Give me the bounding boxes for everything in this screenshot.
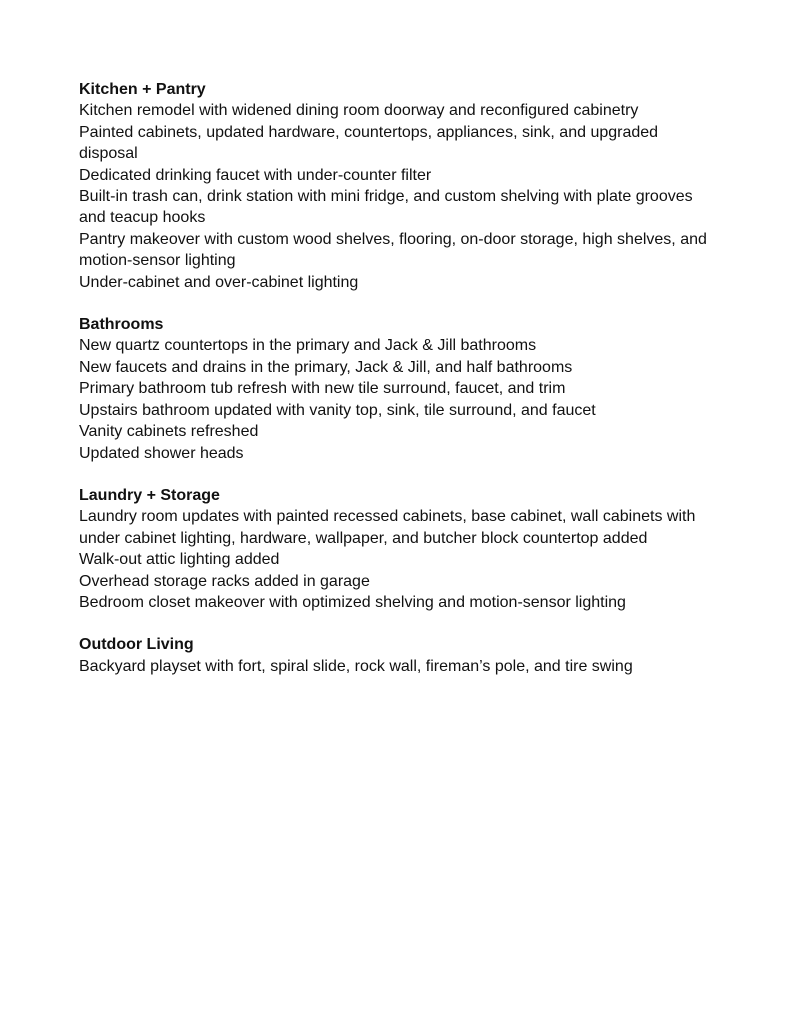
section-bathrooms — [79, 314, 719, 464]
list-item: Walk-out attic lighting added — [79, 551, 280, 569]
list-item: Upstairs bathroom updated with vanity top, sink, tile surround, and faucet — [79, 401, 596, 419]
list-item: Painted cabinets, updated hardware, countertops, appliances, sink, and upgraded disposal — [79, 123, 659, 163]
list-item: Kitchen remodel with widened dining room doorway and reconfigured cabinetry — [79, 102, 639, 120]
section-heading: Kitchen + Pantry — [79, 81, 206, 98]
list-item: Built-in trash can, drink station with mini fridge, and custom shelving with plate grooves and teacup hooks — [79, 188, 693, 227]
list-item: Under-cabinet and over-cabinet lighting — [79, 273, 359, 291]
list-item: Overhead storage racks added in garage — [79, 572, 370, 590]
section-heading: Outdoor Living — [79, 636, 194, 654]
list-item: Pantry makeover with custom wood shelves, flooring, on-door storage, high shelves, and motion-sensor lighting — [79, 230, 707, 270]
list-item: Dedicated drinking faucet with under-counter filter — [79, 166, 432, 184]
section-outdoor-living — [79, 634, 719, 677]
section-heading: Bathrooms — [79, 316, 164, 334]
section-item-list — [79, 335, 719, 463]
list-item: Bedroom closet makeover with optimized shelving and motion-sensor lighting — [79, 593, 626, 611]
section-laundry-storage — [79, 485, 719, 613]
section-item-list — [79, 656, 719, 677]
list-item: Laundry room updates with painted recessed cabinets, base cabinet, wall cabinets with under cabinet lighting, hardware, wallpaper, and butcher block countertop added — [79, 508, 696, 547]
list-item: Primary bathroom tub refresh with new tile surround, faucet, and trim — [79, 380, 566, 398]
section-kitchen-pantry — [79, 79, 719, 293]
section-item-list — [79, 506, 719, 613]
list-item: Updated shower heads — [79, 444, 244, 462]
document-page — [79, 79, 719, 698]
list-item: Vanity cabinets refreshed — [79, 423, 259, 441]
section-heading: Laundry + Storage — [79, 486, 220, 504]
list-item: Backyard playset with fort, spiral slide, rock wall, fireman’s pole, and tire swing — [79, 657, 633, 675]
section-item-list — [79, 100, 719, 293]
list-item: New faucets and drains in the primary, Jack & Jill, and half bathrooms — [79, 358, 573, 376]
list-item: New quartz countertops in the primary and Jack & Jill bathrooms — [79, 337, 537, 355]
